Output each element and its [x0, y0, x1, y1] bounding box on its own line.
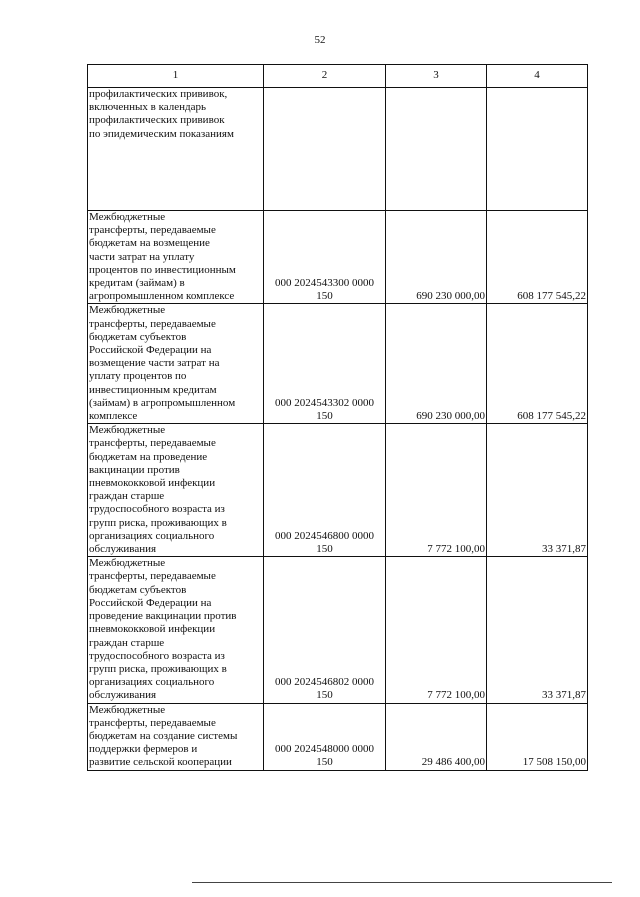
table-row [88, 211, 588, 304]
row-executed: 33 371,87 [487, 557, 588, 703]
column-header-4: 4 [487, 65, 588, 88]
page-number: 52 [314, 34, 326, 46]
row-executed [487, 88, 588, 211]
table-row [88, 557, 588, 703]
row-planned: 7 772 100,00 [386, 557, 487, 703]
row-planned: 7 772 100,00 [386, 424, 487, 557]
budget-table [87, 64, 588, 771]
row-name: профилактических прививок, включенных в календарь профилактических прививок по эпидемическим показаниям [88, 88, 264, 211]
row-executed: 608 177 545,22 [487, 304, 588, 424]
table-row [88, 424, 588, 557]
row-name: Межбюджетные трансферты, передаваемые бюджетам субъектов Российской Федерации на проведение вакцинации против пневмококковой инфекции граждан старше трудоспособного возраста из групп риска, проживающих в организациях социального обслуживания [88, 557, 264, 703]
row-planned: 690 230 000,00 [386, 211, 487, 304]
row-code: 000 2024546802 0000 150 [264, 557, 386, 703]
table-row [88, 703, 588, 770]
footer-divider [192, 882, 612, 883]
row-code: 000 2024548000 0000 150 [264, 703, 386, 770]
row-planned: 690 230 000,00 [386, 304, 487, 424]
column-header-3: 3 [386, 65, 487, 88]
row-name: Межбюджетные трансферты, передаваемые бюджетам на создание системы поддержки фермеров и развитие сельской кооперации [88, 703, 264, 770]
row-code: 000 2024543302 0000 150 [264, 304, 386, 424]
table-header-row [88, 65, 588, 88]
row-name: Межбюджетные трансферты, передаваемые бюджетам субъектов Российской Федерации на возмещение части затрат на уплату процентов по инвестиционным кредитам (займам) в агропромышленном комплексе [88, 304, 264, 424]
column-header-2: 2 [264, 65, 386, 88]
row-name: Межбюджетные трансферты, передаваемые бюджетам на проведение вакцинации против пневмококковой инфекции граждан старше трудоспособного возраста из групп риска, проживающих в организациях социального обслуживания [88, 424, 264, 557]
row-name: Межбюджетные трансферты, передаваемые бюджетам на возмещение части затрат на уплату процентов по инвестиционным кредитам (займам) в агропромышленном комплексе [88, 211, 264, 304]
row-executed: 33 371,87 [487, 424, 588, 557]
row-executed: 608 177 545,22 [487, 211, 588, 304]
row-executed: 17 508 150,00 [487, 703, 588, 770]
table-row [88, 304, 588, 424]
column-header-1: 1 [88, 65, 264, 88]
row-planned [386, 88, 487, 211]
table-row-continued [88, 88, 588, 211]
row-code: 000 2024543300 0000 150 [264, 211, 386, 304]
row-code [264, 88, 386, 211]
row-code: 000 2024546800 0000 150 [264, 424, 386, 557]
row-planned: 29 486 400,00 [386, 703, 487, 770]
